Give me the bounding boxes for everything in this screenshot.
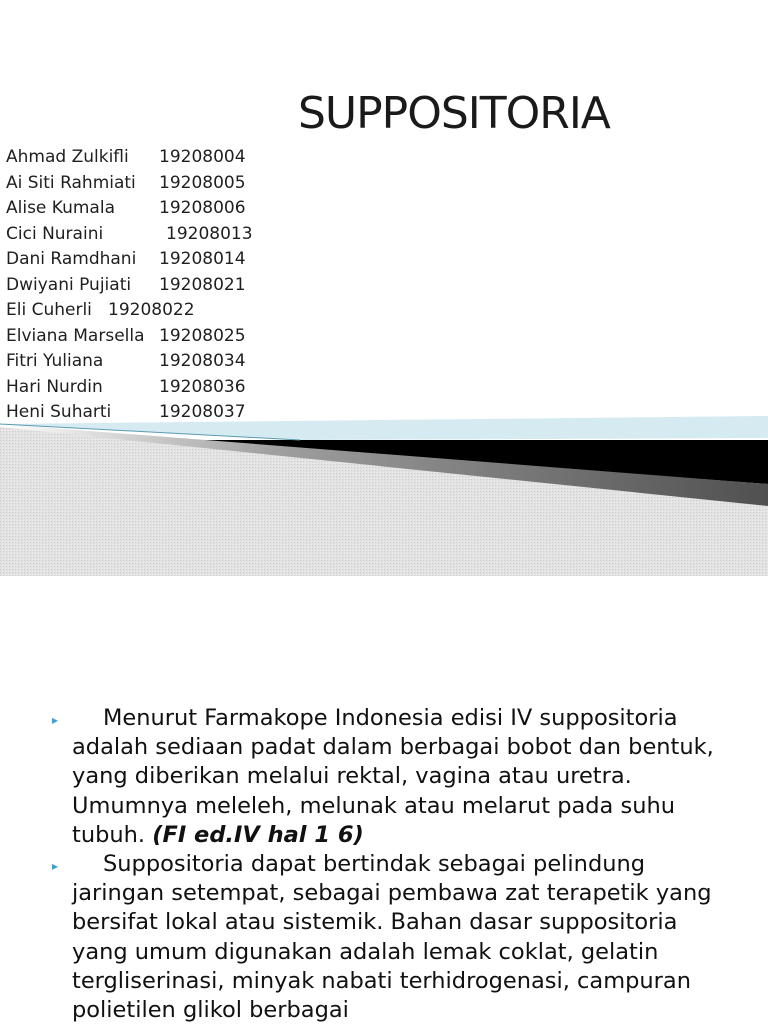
member-name: Dwiyani Pujiati — [6, 274, 132, 295]
bullet-text — [72, 850, 740, 1024]
member-nim: 19208013 — [166, 223, 253, 244]
member-nim: 19208021 — [159, 274, 246, 295]
bullet-text — [72, 704, 740, 850]
reference-citation: (FI ed.IV hal 1 6) — [152, 821, 364, 848]
bullet-body: Suppositoria dapat bertindak sebagai pelindung jaringan setempat, sebagai pembawa zat terapetik yang bersifat lokal atau sistemik. Bahan dasar suppositoria yang umum digunakan adalah lemak coklat, gelatin tergliserinasi, minyak nabati terhidrogenasi, campuran polietilen glikol berbagai — [72, 851, 712, 1024]
bullet-item — [50, 850, 740, 1024]
bullet-item — [50, 704, 740, 850]
slide-title: SUPPOSITORIA — [298, 88, 610, 139]
triangle-bullet-icon: ▸ — [52, 859, 59, 874]
member-name: Ai Siti Rahmiati — [6, 172, 136, 193]
member-name: Fitri Yuliana — [6, 351, 104, 371]
member-name: Dani Ramdhani — [6, 249, 137, 269]
member-nim: 19208022 — [108, 300, 195, 320]
member-name: Ahmad Zulkifli — [6, 147, 129, 167]
member-name: Alise Kumala — [6, 198, 115, 218]
bullet-list — [50, 704, 740, 1024]
bullet-body: Menurut Farmakope Indonesia edisi IV suppositoria adalah sediaan padat dalam berbagai bobot dan bentuk, yang diberikan melalui rektal, vagina atau uretra. Umumnya meleleh, melunak atau melarut pada suhu tubuh. — [72, 705, 714, 848]
triangle-bullet-icon: ▸ — [52, 713, 59, 727]
member-name: Cici Nuraini — [6, 223, 104, 244]
member-nim: 19208014 — [159, 249, 246, 269]
member-nim: 19208025 — [159, 325, 246, 346]
member-nim: 19208037 — [159, 402, 246, 422]
member-name: Elviana Marsella — [6, 325, 145, 346]
member-nim: 19208006 — [159, 198, 246, 218]
member-name: Hari Nurdin — [6, 376, 103, 397]
member-name: Eli Cuherli — [6, 300, 92, 320]
decorative-bands — [0, 410, 768, 576]
member-nim: 19208004 — [159, 147, 246, 167]
member-nim: 19208005 — [159, 172, 246, 193]
slide-2 — [0, 576, 768, 1024]
member-nim: 19208034 — [159, 351, 246, 371]
member-nim: 19208036 — [159, 376, 246, 397]
member-name: Heni Suharti — [6, 402, 112, 422]
